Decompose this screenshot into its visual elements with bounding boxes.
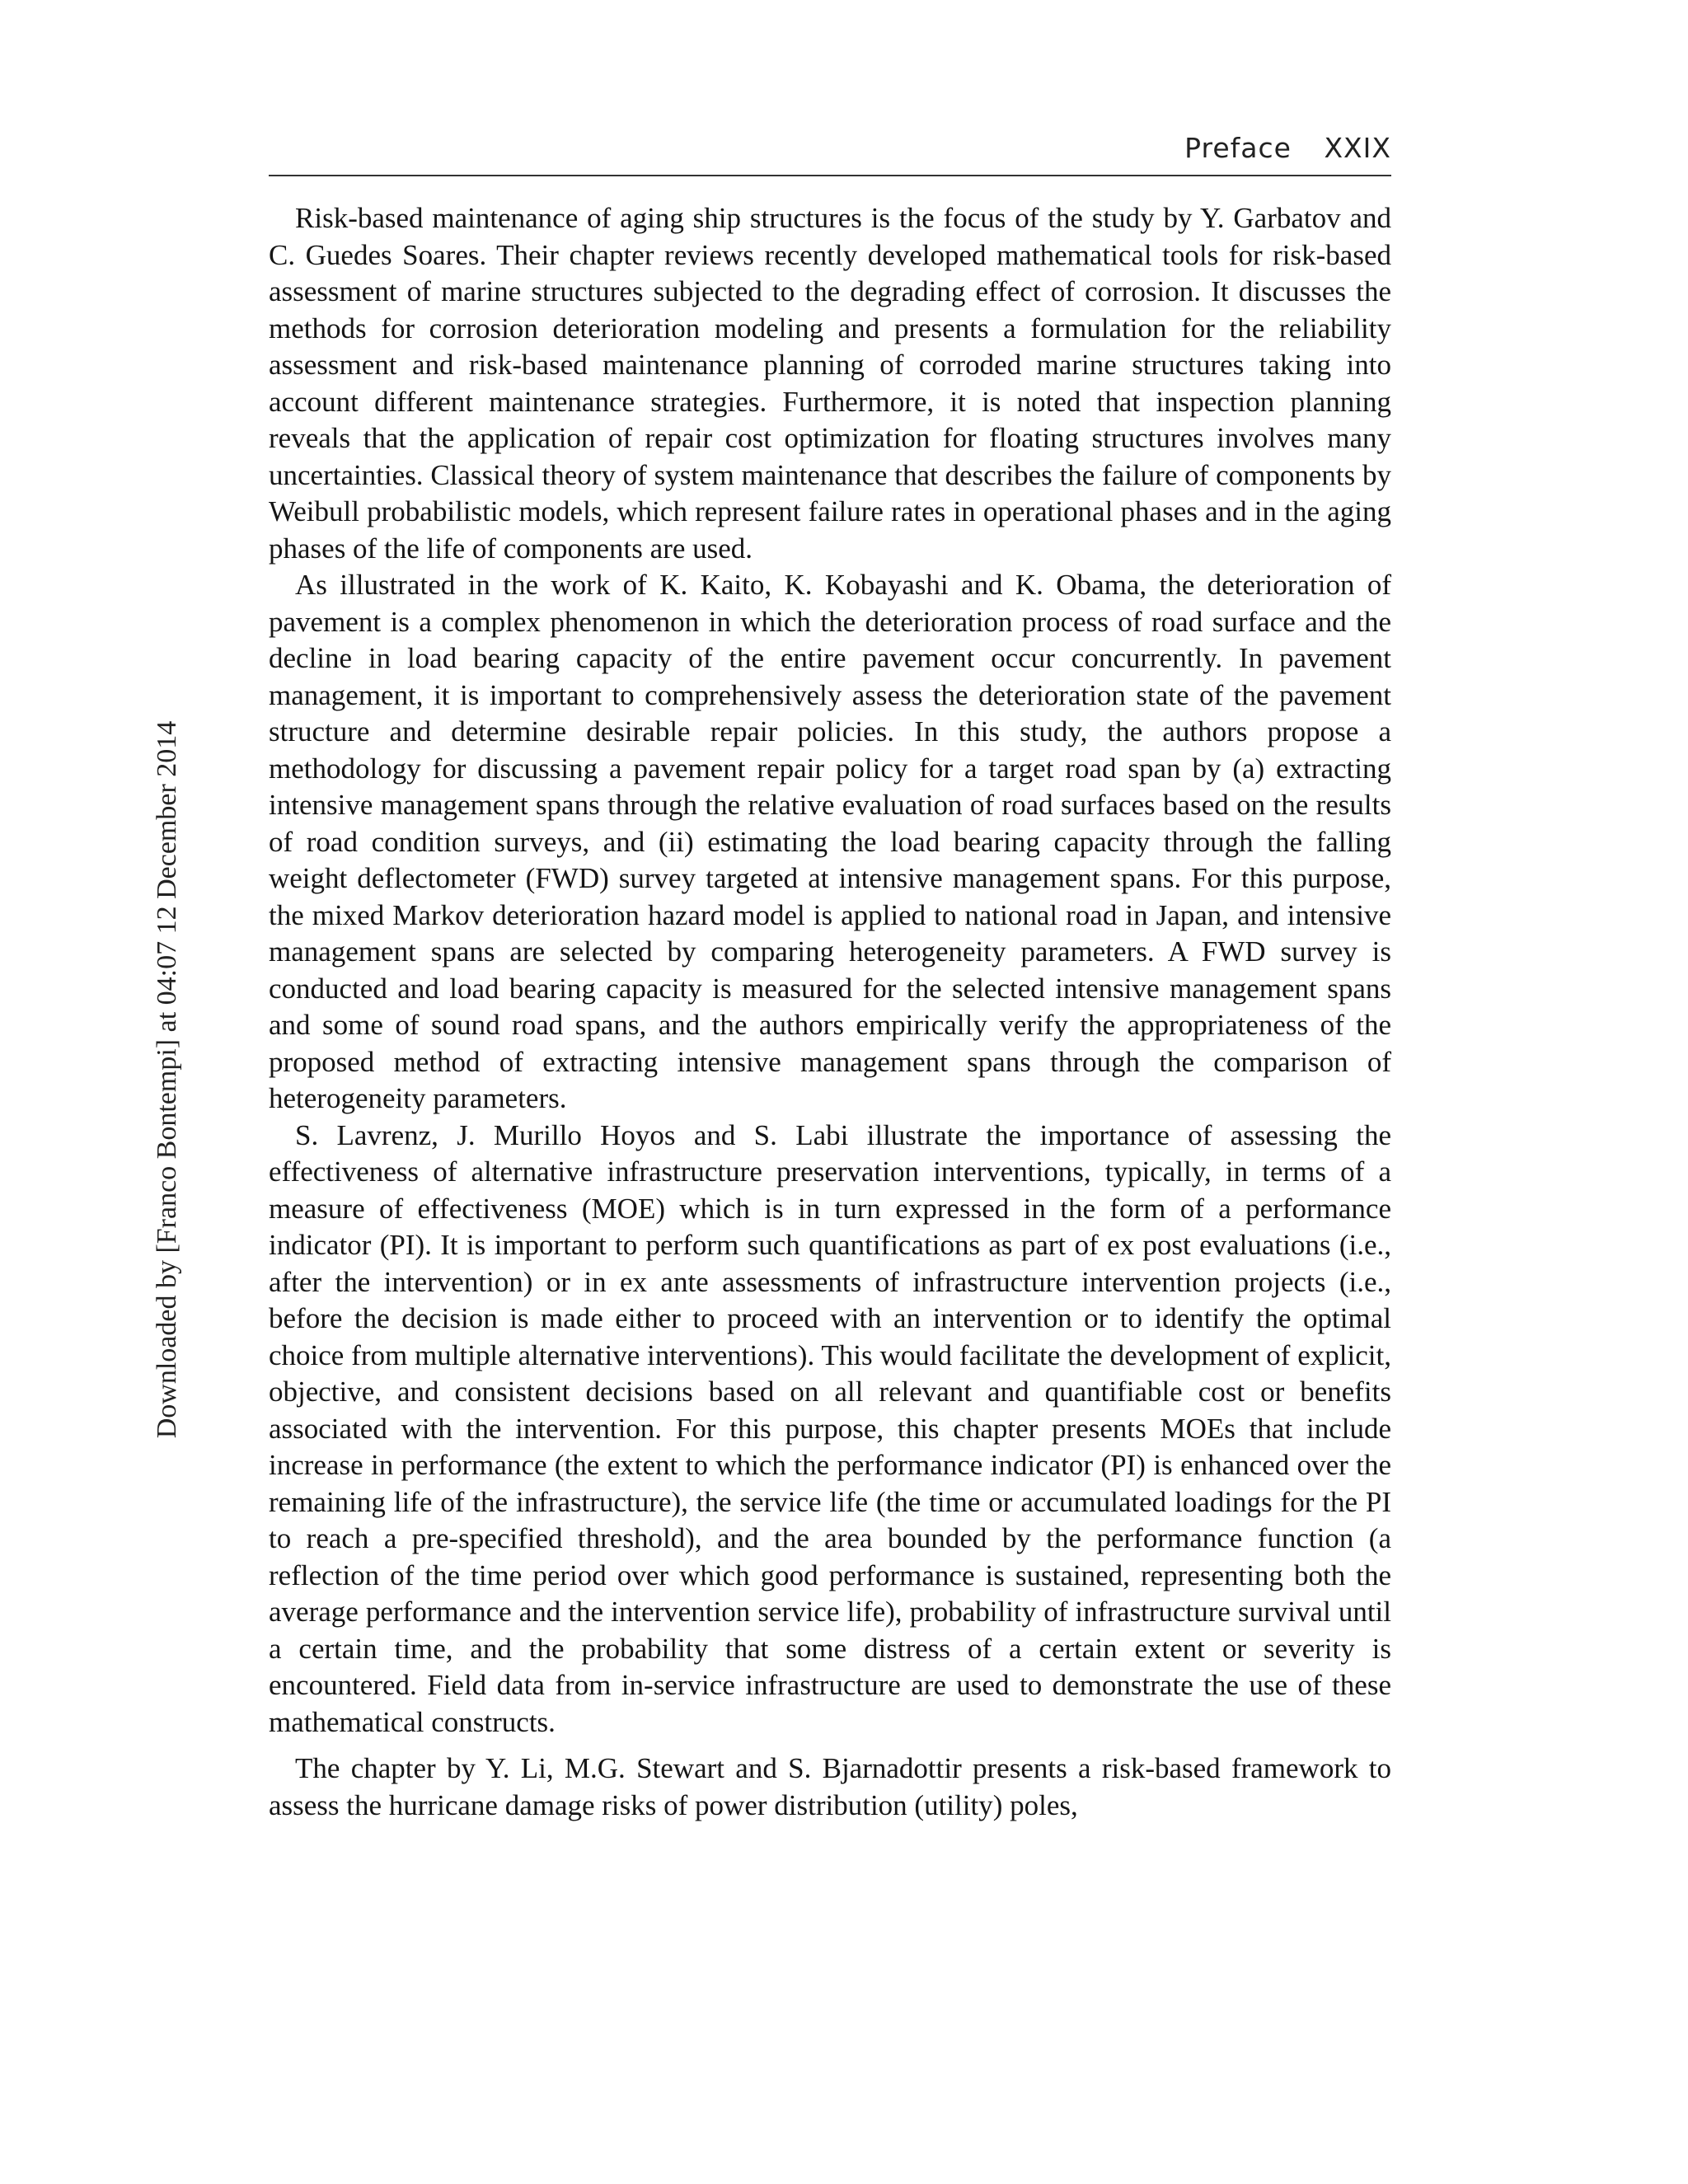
running-head-section: Preface xyxy=(1184,132,1292,164)
paragraph-lavrenz: S. Lavrenz, J. Murillo Hoyos and S. Labi illustrate the importance of assessing the effectiveness of alternative infrastructure preservation interventions, typically, in terms of a measure of effectiveness (MOE) which is in turn expressed in the form of a performance indicator (PI). It is important to perform such quantifications as part of ex post evaluations (i.e., after the intervention) or in ex ante assessments of infrastructure intervention projects (i.e., before the decision is made either to proceed with an intervention or to identify the optimal choice from multiple alternative interventions). This would facilitate the development of explicit, objective, and consistent decisions based on all relevant and quantifiable cost or benefits associated with the intervention. For this purpose, this chapter presents MOEs that include increase in performance (the extent to which the performance indicator (PI) is enhanced over the remaining life of the infrastructure), the service life (the time or accumulated loadings for the PI to reach a pre-specified threshold), and the area bounded by the performance function (a reflection of the time period over which good performance is sustained, representing both the average performance and the intervention service life), probability of infrastructure survival until a certain time, and the probability that some distress of a certain extent or severity is encountered. Field data from in-service infrastructure are used to demonstrate the use of these mathematical constructs. xyxy=(269,1118,1391,1738)
paragraph-kaito: As illustrated in the work of K. Kaito, K. Kobayashi and K. Obama, the deterioration of pavement is a complex phenomenon in which the deterioration process of road surface and the decline in load bearing capacity of the entire pavement occur concurrently. In pavement management, it is important to comprehensively assess the deterioration state of the pavement structure and determine desirable repair policies. In this study, the authors propose a methodology for discussing a pavement repair policy for a target road span by (a) extracting intensive management spans through the relative evaluation of road surfaces based on the results of road condition surveys, and (ii) estimating the load bearing capacity through the falling weight deflectometer (FWD) survey targeted at intensive management spans. For this purpose, the mixed Markov deterioration hazard model is applied to national road in Japan, and intensive management spans are selected by comparing heterogeneity parameters. A FWD survey is conducted and load bearing capacity is measured for the selected intensive management spans and some of sound road spans, and the authors empirically verify the appropriateness of the proposed method of extracting intensive management spans through the comparison of heterogeneity parameters. xyxy=(269,569,1391,1114)
paragraph-garbatov: Risk-based maintenance of aging ship structures is the focus of the study by Y. Garbatov and C. Guedes Soares. Their chapter reviews recently developed mathematical tools for risk-based assessment of marine structures subjected to the degrading effect of corrosion. It discusses the methods for corrosion deterioration modeling and presents a formulation for the reliability assessment and risk-based maintenance planning of corroded marine structures taking into account different maintenance strategies. Furthermore, it is noted that inspection planning reveals that the application of repair cost optimization for floating structures involves many uncertainties. Classical theory of system maintenance that describes the failure of components by Weibull probabilistic models, which represent failure rates in operational phases and in the aging phases of the life of components are used. xyxy=(269,202,1391,565)
download-watermark: Downloaded by [Franco Bontempi] at 04:07 12 December 2014 xyxy=(152,720,182,1439)
body-text xyxy=(269,200,1391,1824)
paragraph-li: The chapter by Y. Li, M.G. Stewart and S. Bjarnadottir presents a risk-based framework to assess the hurricane damage risks of power distribution (utility) poles, xyxy=(269,1752,1391,1821)
running-head xyxy=(1184,132,1391,164)
header-rule xyxy=(269,175,1391,176)
page-number: XXIX xyxy=(1324,132,1391,164)
